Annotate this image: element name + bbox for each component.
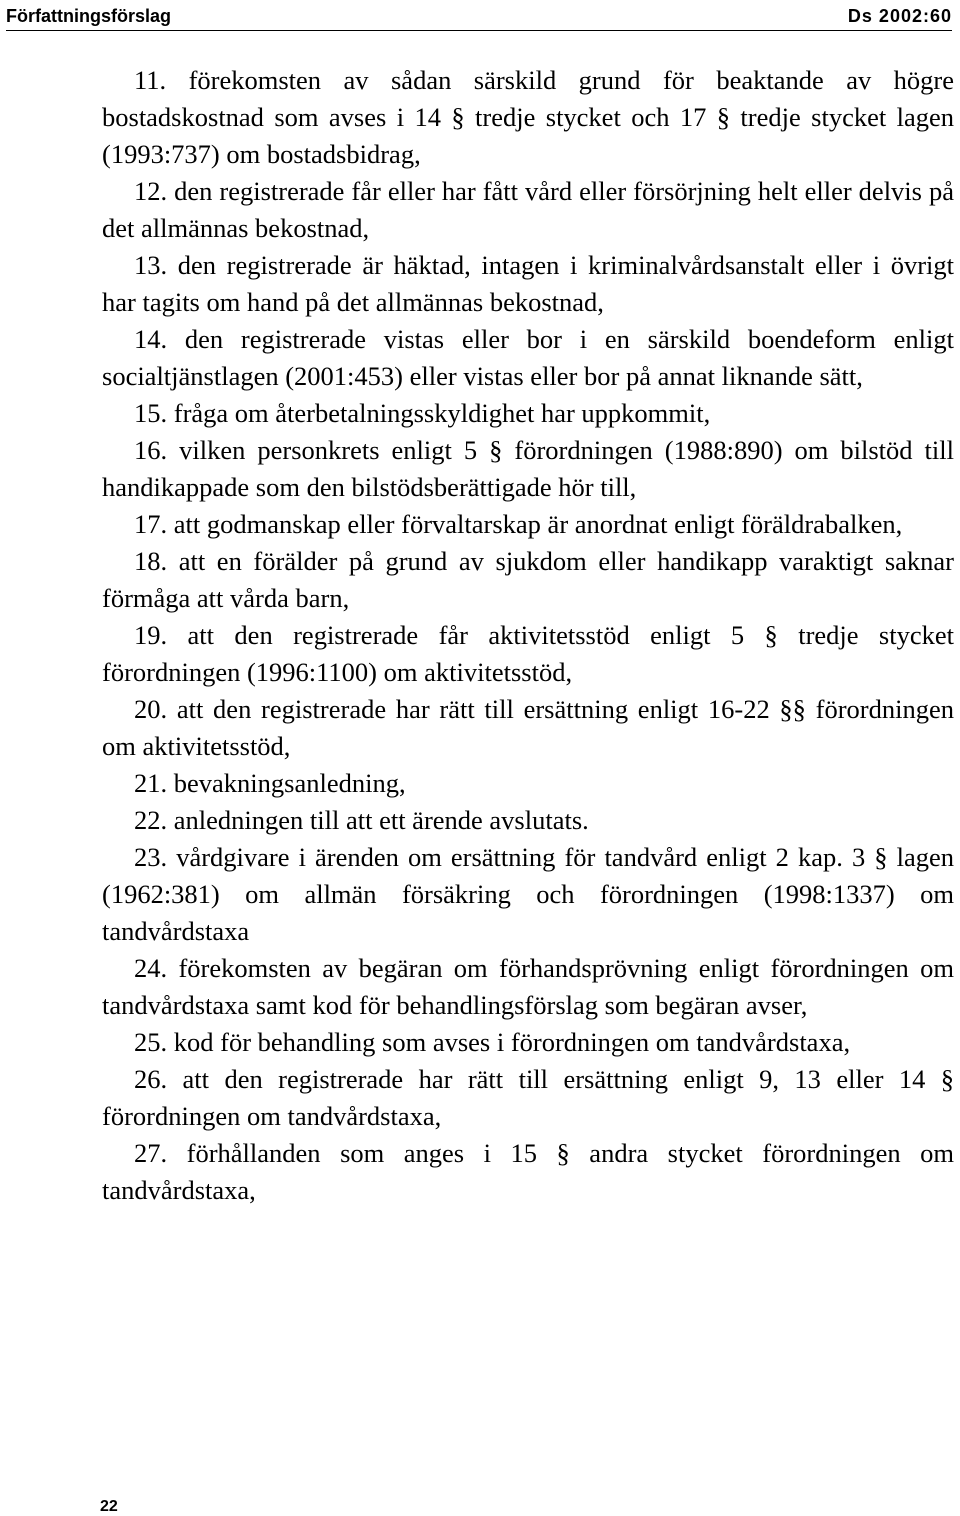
list-item: 23. vårdgivare i ärenden om ersättning för tandvård enligt 2 kap. 3 § lagen (1962:381) om allmän försäkring och förordningen (1998:1337) om tandvårdstaxa [102,842,954,946]
list-item: 22. anledningen till att ett ärende avslutats. [134,805,589,835]
list-item: 20. att den registrerade har rätt till ersättning enligt 16-22 §§ förordningen om aktivitetsstöd, [102,694,954,761]
list-item: 12. den registrerade får eller har fått vård eller försörjning helt eller delvis på det allmännas bekostnad, [102,176,954,243]
body-text [102,62,954,1209]
list-item: 13. den registrerade är häktad, intagen i kriminalvårdsanstalt eller i övrigt har tagits om hand på det allmännas bekostnad, [102,250,954,317]
list-item: 18. att en förälder på grund av sjukdom eller handikapp varaktigt saknar förmåga att vårda barn, [102,546,954,613]
list-item: 19. att den registrerade får aktivitetsstöd enligt 5 § tredje stycket förordningen (1996:1100) om aktivitetsstöd, [102,620,954,687]
list-item: 15. fråga om återbetalningsskyldighet har uppkommit, [134,398,711,428]
header-doc-ref: Ds 2002:60 [847,6,952,26]
list-item: 16. vilken personkrets enligt 5 § förordningen (1988:890) om bilstöd till handikappade som den bilstödsberättigade hör till, [102,435,954,502]
list-item: 17. att godmanskap eller förvaltarskap är anordnat enligt föräldrabalken, [134,509,903,539]
list-item: 24. förekomsten av begäran om förhandsprövning enligt förordningen om tandvårdstaxa samt kod för behandlingsförslag som begäran avser, [102,953,954,1020]
list-item: 27. förhållanden som anges i 15 § andra stycket förordningen om tandvårdstaxa, [102,1138,954,1205]
running-header [6,4,952,31]
list-item: 21. bevakningsanledning, [134,768,406,798]
list-item: 25. kod för behandling som avses i förordningen om tandvårdstaxa, [134,1027,851,1057]
page-number: 22 [100,1498,118,1515]
list-item: 26. att den registrerade har rätt till ersättning enligt 9, 13 eller 14 § förordningen om tandvårdstaxa, [102,1064,954,1131]
header-title: Författningsförslag [6,6,171,26]
list-item: 11. förekomsten av sådan särskild grund för beaktande av högre bostadskostnad som avses i 14 § tredje stycket och 17 § tredje stycket lagen (1993:737) om bostadsbidrag, [102,65,954,169]
list-item: 14. den registrerade vistas eller bor i en särskild boendeform enligt socialtjänstlagen (2001:453) eller vistas eller bor på annat liknande sätt, [102,324,954,391]
